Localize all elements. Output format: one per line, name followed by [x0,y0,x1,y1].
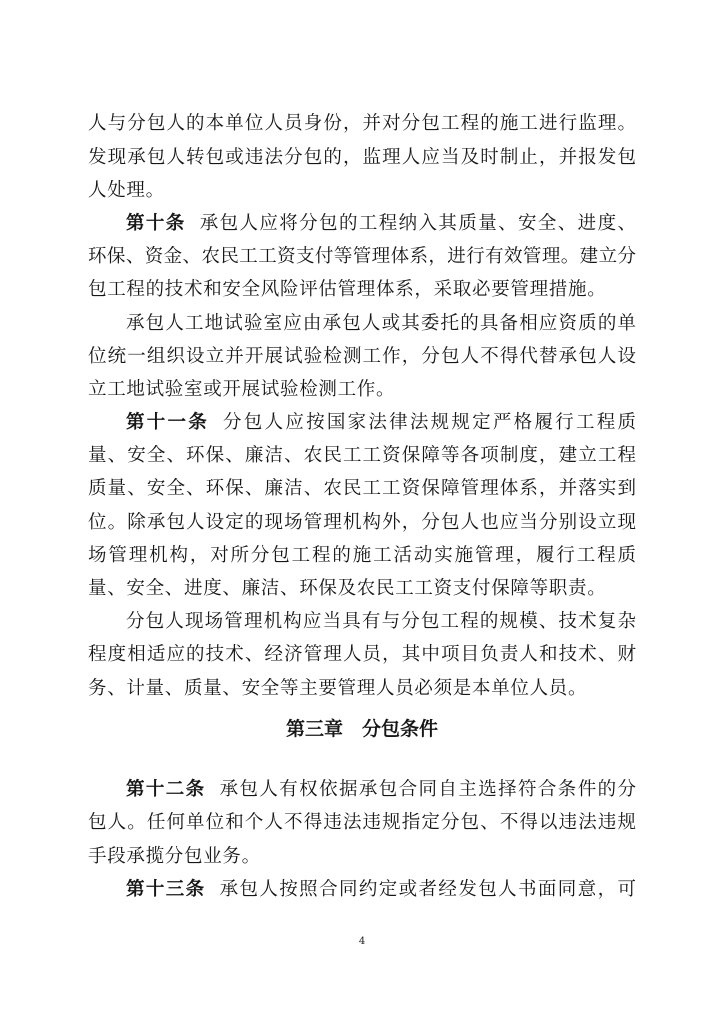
article-paragraph [88,406,636,605]
article-number: 第十一条 [126,412,210,434]
article-paragraph [88,773,636,873]
line-text: 承包人有权依据承包合同自主选择符合条件的分 [219,779,636,801]
text-line: 程度相适应的技术、经济管理人员，其中项目负责人和技术、财 [88,644,636,666]
line-text: 承包人应将分包的工程纳入其质量、安全、进度、 [199,212,636,234]
paragraph [88,605,636,705]
document-body [88,107,636,906]
text-line: 承包人工地试验室应由承包人或其委托的具备相应资质的单 [126,312,636,334]
text-line: 人与分包人的本单位人员身份，并对分包工程的施工进行监理。 [88,113,636,135]
text-line: 位。除承包人设定的现场管理机构外，分包人也应当分别设立现 [88,511,636,533]
text-line: 量、安全、环保、廉洁、农民工工资保障等各项制度，建立工程 [88,445,636,467]
text-line: 务、计量、质量、安全等主要管理人员必须是本单位人员。 [88,677,588,699]
article-paragraph [88,207,636,307]
text-line [88,406,636,439]
article-paragraph [88,873,636,906]
text-line [88,207,636,240]
text-line: 分包人现场管理机构应当具有与分包工程的规模、技术复杂 [126,611,636,633]
chapter-heading: 第三章 分包条件 [285,718,438,741]
line-text: 分包人应按国家法律法规规定严格履行工程质 [223,412,636,434]
text-line: 包工程的技术和安全风险评估管理体系，采取必要管理措施。 [88,279,607,301]
paragraph [88,307,636,407]
text-line: 质量、安全、环保、廉洁、农民工工资保障管理体系，并落实到 [88,478,636,500]
text-line: 环保、资金、农民工工资支付等管理体系，进行有效管理。建立分 [88,246,636,268]
text-line: 立工地试验室或开展试验检测工作。 [88,378,396,400]
text-line: 发现承包人转包或违法分包的，监理人应当及时制止，并报发包 [88,146,636,168]
text-line: 包人。任何单位和个人不得违法违规指定分包、不得以违法违规 [88,812,636,834]
article-number: 第十二条 [126,779,206,801]
text-line [88,873,636,906]
page-number: 4 [358,936,366,947]
text-line: 人处理。 [88,179,165,201]
text-line [88,773,636,806]
text-line: 量、安全、进度、廉洁、环保及农民工工资支付保障等职责。 [88,578,607,600]
line-text: 承包人按照合同约定或者经发包人书面同意，可 [219,878,636,900]
article-number: 第十条 [126,212,186,234]
text-line: 场管理机构，对所分包工程的施工活动实施管理，履行工程质 [88,544,636,566]
paragraph [88,107,636,207]
text-line: 位统一组织设立并开展试验检测工作，分包人不得代替承包人设 [88,345,636,367]
text-line: 手段承揽分包业务。 [88,845,261,867]
article-number: 第十三条 [126,878,206,900]
